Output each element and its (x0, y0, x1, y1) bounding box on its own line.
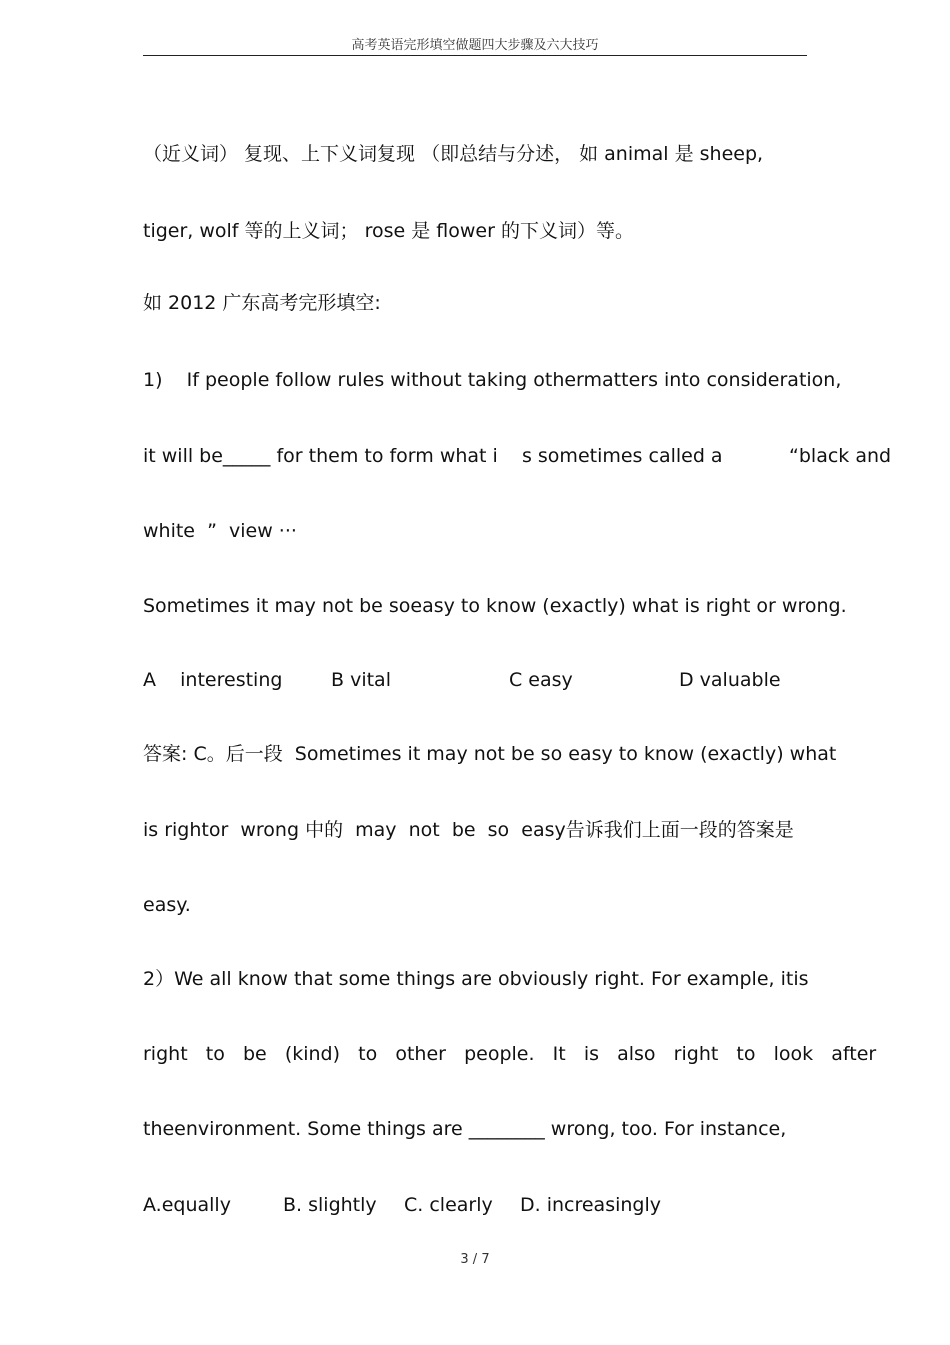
page-number: 3 / 7 (460, 1252, 490, 1267)
page-header-title: 高考英语完形填空做题四大步骤及六大技巧 (351, 38, 599, 53)
text-line: 2）We all know that some things are obviously right. For example, itis (143, 968, 809, 990)
text-line: tiger, wolf 等的上义词； rose 是 flower 的下义词）等。 (143, 220, 634, 242)
option-a: A.equally (143, 1194, 231, 1216)
text-line: right to be (kind) to other people. It is also right to look after (143, 1043, 877, 1065)
text-line: 如 2012 广东高考完形填空: (143, 292, 381, 314)
text-line: Sometimes it may not be soeasy to know (exactly) what is right or wrong. (143, 595, 847, 617)
option-d: D. increasingly (520, 1194, 662, 1216)
text-line: is rightor wrong 中的 may not be so easy告诉我们上面一段的答案是 (143, 819, 794, 841)
text-line: it will be_____ for them to form what i s sometimes called a “black and (143, 445, 892, 467)
option-a: A interesting (143, 669, 283, 691)
text-line: 1) If people follow rules without taking othermatters into consideration, (143, 369, 842, 391)
option-c: C easy (509, 669, 573, 691)
answer-line: 答案: C。后一段 Sometimes it may not be so easy to know (exactly) what (143, 743, 837, 765)
option-c: C. clearly (404, 1194, 493, 1216)
text-line: easy. (143, 894, 191, 916)
text-line: white ” view ··· (143, 520, 297, 542)
text-line: theenvironment. Some things are ________ wrong, too. For instance, (143, 1118, 787, 1140)
header-divider (143, 55, 807, 56)
text-line: （近义词） 复现、上下义词复现 （即总结与分述， 如 animal 是 sheep, (143, 143, 764, 165)
option-b: B. slightly (283, 1194, 377, 1216)
option-b: B vital (331, 669, 391, 691)
option-d: D valuable (679, 669, 781, 691)
